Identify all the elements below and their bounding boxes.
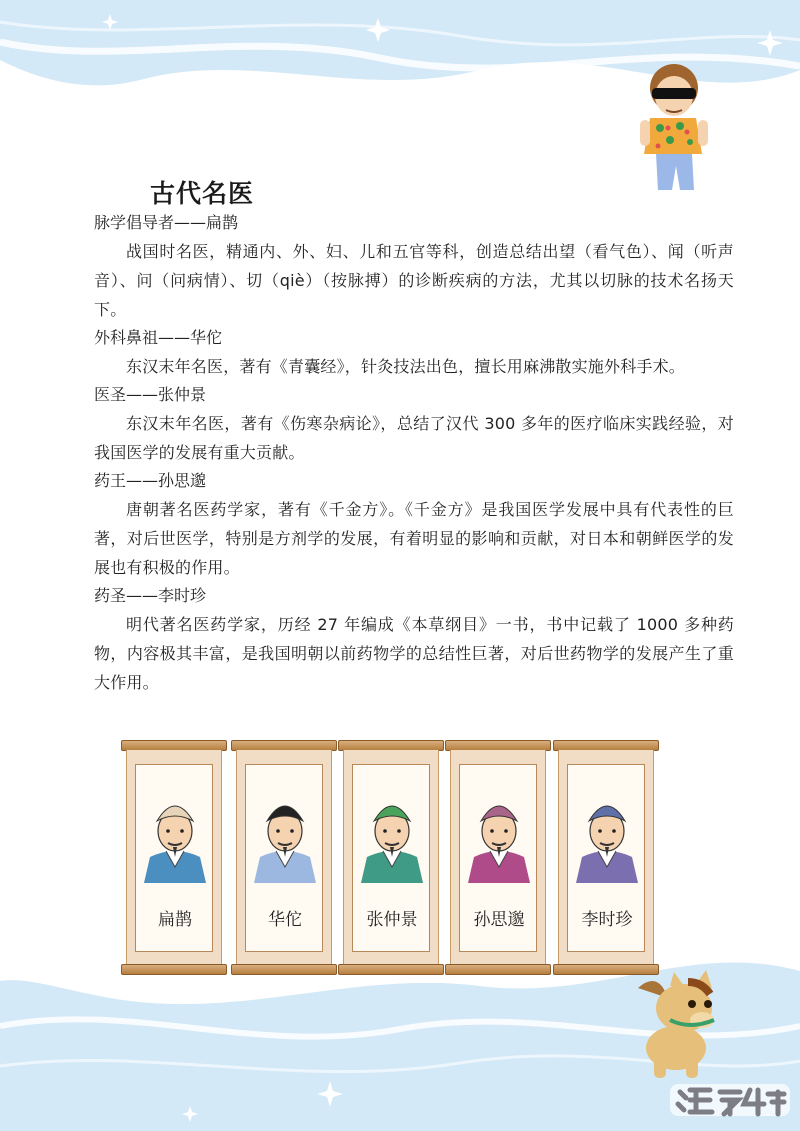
- scroll-bianque: [124, 740, 222, 975]
- scroll-name: 华佗: [268, 910, 302, 930]
- eye-shape: [290, 829, 294, 833]
- portrait-sunsimiao: [464, 787, 534, 883]
- scroll-rod: [231, 964, 337, 975]
- section-lishizhen: [94, 582, 734, 697]
- section-heading: 药王——孙思邈: [94, 471, 207, 490]
- scroll-name: 孙思邈: [473, 910, 525, 930]
- section-text: 唐朝著名医药学家，著有《千金方》。《千金方》是我国医学发展中具有代表性的巨著，对后世医学，特别是方剂学的发展，有着明显的影响和贡献，对日本和朝鲜医学的发展也有积极的作用。: [94, 500, 734, 577]
- scroll-zhangzhongjing: [341, 740, 439, 975]
- scroll-rod: [445, 964, 551, 975]
- scroll-rod: [338, 964, 444, 975]
- portrait-zhangzhongjing: [357, 787, 427, 883]
- portrait-huatuo: [250, 787, 320, 883]
- eye-shape: [180, 829, 184, 833]
- scroll-paper: [343, 750, 439, 964]
- eye-shape: [612, 829, 616, 833]
- article-body: [94, 209, 734, 697]
- eye-shape: [397, 829, 401, 833]
- cartoon-horse-illustration: [630, 968, 726, 1080]
- section-heading: 脉学倡导者——扁鹊: [94, 213, 239, 232]
- scroll-rod: [121, 964, 227, 975]
- scroll-frame: [567, 764, 645, 952]
- scroll-frame: [245, 764, 323, 952]
- section-heading: 医圣——张仲景: [94, 385, 207, 404]
- section-bianque: [94, 209, 734, 324]
- section-zhangzhongjing: [94, 381, 734, 467]
- scroll-paper: [236, 750, 332, 964]
- scroll-frame: [459, 764, 537, 952]
- scroll-paper: [558, 750, 654, 964]
- portrait-lishizhen: [572, 787, 642, 883]
- section-huatuo: [94, 324, 734, 381]
- eye-shape: [166, 829, 170, 833]
- cartoon-boy-illustration: [632, 58, 712, 194]
- section-text: 明代著名医药学家，历经 27 年编成《本草纲目》一书，书中记载了 1000 多种药物，内容极其丰富，是我国明朝以前药物学的总结性巨著，对后世药物学的发展产生了重大作用。: [94, 615, 734, 692]
- section-sunsimiao: [94, 467, 734, 582]
- scroll-sunsimiao: [448, 740, 546, 975]
- eye-shape: [383, 829, 387, 833]
- portrait-scrolls: [124, 740, 664, 975]
- scroll-paper: [126, 750, 222, 964]
- scroll-name: 张仲景: [366, 910, 418, 930]
- scroll-frame: [352, 764, 430, 952]
- section-text: 东汉末年名医，著有《伤寒杂病论》，总结了汉代 300 多年的医疗临床实践经验，对我国医学的发展有重大贡献。: [94, 414, 734, 462]
- scroll-name: 扁鹊: [158, 910, 192, 930]
- scroll-lishizhen: [556, 740, 654, 975]
- eye-shape: [276, 829, 280, 833]
- section-heading: 外科鼻祖——华佗: [94, 328, 223, 347]
- section-heading: 药圣——李时珍: [94, 586, 207, 605]
- portrait-bianque: [140, 787, 210, 883]
- section-text: 战国时名医，精通内、外、妇、儿和五官等科，创造总结出望（看气色）、闻（听声音）、问（问病情）、切（qiè）（按脉搏）的诊断疾病的方法，尤其以切脉的技术名扬天下。: [94, 242, 734, 319]
- scroll-name: 李时珍: [581, 910, 633, 930]
- scroll-huatuo: [234, 740, 332, 975]
- scroll-frame: [135, 764, 213, 952]
- eye-shape: [598, 829, 602, 833]
- section-text: 东汉末年名医，著有《青囊经》，针灸技法出色，擅长用麻沸散实施外科手术。: [126, 357, 686, 376]
- eye-shape: [490, 829, 494, 833]
- page-title: 古代名医: [150, 178, 255, 208]
- watermark-logo: [668, 1078, 792, 1122]
- eye-shape: [504, 829, 508, 833]
- scroll-paper: [450, 750, 546, 964]
